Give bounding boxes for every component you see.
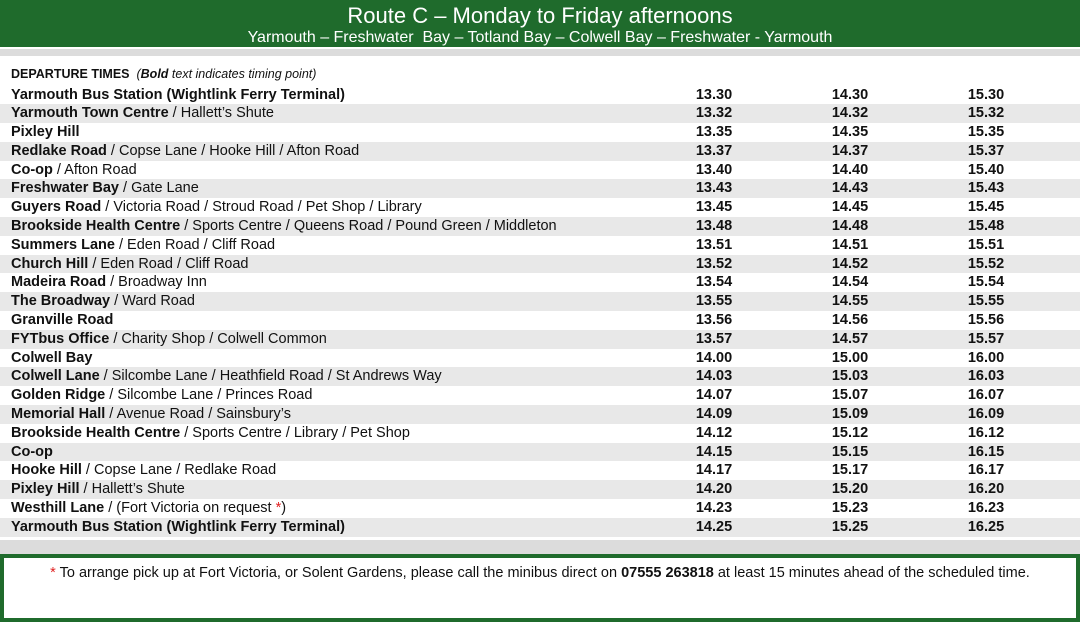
- departure-time-1: 14.17: [695, 462, 733, 479]
- departure-time-2: 15.03: [831, 368, 869, 385]
- departure-time-3: 16.00: [967, 349, 1005, 366]
- departure-time-3: 16.07: [967, 387, 1005, 404]
- stop-timing-point: Church Hill: [11, 255, 89, 272]
- stop-name: [11, 499, 286, 518]
- departure-time-3: 15.55: [967, 293, 1005, 310]
- stop-timing-point: Colwell Bay: [11, 349, 93, 366]
- departure-times-label: DEPARTURE TIMES: [11, 67, 130, 81]
- stop-timing-point: Golden Ridge: [11, 387, 106, 404]
- departure-time-1: 14.00: [695, 349, 733, 366]
- departure-time-2: 14.57: [831, 330, 869, 347]
- stop-name: [11, 386, 312, 405]
- table-row: [0, 255, 1080, 274]
- stop-alternates: / Hallett’s Shute: [79, 481, 185, 498]
- note-bold-word: Bold: [140, 67, 169, 81]
- table-row: [0, 236, 1080, 255]
- departure-time-2: 15.25: [831, 518, 869, 535]
- departure-time-2: 15.20: [831, 481, 869, 498]
- departure-time-3: 15.35: [967, 124, 1005, 141]
- departure-time-2: 14.51: [831, 236, 869, 253]
- pickup-note: [0, 554, 1080, 622]
- stop-name: [11, 161, 137, 180]
- stop-alternates: / Victoria Road / Stroud Road / Pet Shop / Library: [101, 199, 422, 216]
- stop-name: [11, 480, 185, 499]
- stop-alternates: / Afton Road: [52, 161, 137, 178]
- stop-name: [11, 330, 327, 349]
- asterisk-marker: *: [50, 565, 56, 581]
- departure-time-3: 15.54: [967, 274, 1005, 291]
- table-row: [0, 518, 1080, 537]
- departure-time-2: 14.32: [831, 105, 869, 122]
- departure-time-1: 14.07: [695, 387, 733, 404]
- departure-time-3: 16.25: [967, 518, 1005, 535]
- departure-time-2: 14.52: [831, 255, 869, 272]
- table-row: [0, 349, 1080, 368]
- stop-timing-point: Co-op: [11, 161, 53, 178]
- stop-alternates: / Eden Road / Cliff Road: [88, 255, 249, 272]
- stop-name: [11, 518, 345, 537]
- table-row: [0, 461, 1080, 480]
- stop-alternates: / Silcombe Lane / Heathfield Road / St Andrews Way: [99, 368, 442, 385]
- stop-alternates: / Hallett’s Shute: [168, 105, 274, 122]
- departure-time-2: 14.56: [831, 312, 869, 329]
- departure-time-1: 13.56: [695, 312, 733, 329]
- departure-time-1: 13.54: [695, 274, 733, 291]
- departure-time-3: 16.20: [967, 481, 1005, 498]
- table-row: [0, 499, 1080, 518]
- departure-time-2: 14.43: [831, 180, 869, 197]
- departure-time-2: 15.00: [831, 349, 869, 366]
- stop-alternates: / Sports Centre / Library / Pet Shop: [180, 424, 410, 441]
- departure-time-3: 15.30: [967, 86, 1005, 103]
- stop-alternates: / Sports Centre / Queens Road / Pound Green / Middleton: [180, 218, 557, 235]
- stop-timing-point: Hooke Hill: [11, 462, 82, 479]
- stop-name: [11, 292, 195, 311]
- departure-time-3: 16.15: [967, 443, 1005, 460]
- departure-time-3: 15.40: [967, 161, 1005, 178]
- departure-time-1: 14.09: [695, 406, 733, 423]
- stop-alternates: / (Fort Victoria on request: [104, 500, 276, 517]
- departure-time-2: 15.09: [831, 406, 869, 423]
- stop-timing-point: Westhill Lane: [11, 500, 105, 517]
- departure-time-1: 13.45: [695, 199, 733, 216]
- departure-time-1: 13.32: [695, 105, 733, 122]
- stop-name: [11, 461, 276, 480]
- departure-time-3: 16.09: [967, 406, 1005, 423]
- stop-timing-point: Freshwater Bay: [11, 180, 119, 197]
- departure-time-1: 13.40: [695, 161, 733, 178]
- departure-time-2: 14.54: [831, 274, 869, 291]
- stop-name: [11, 443, 53, 462]
- table-row: [0, 367, 1080, 386]
- departure-time-1: 13.51: [695, 236, 733, 253]
- table-row: [0, 443, 1080, 462]
- departure-time-2: 15.12: [831, 424, 869, 441]
- stop-timing-point: Pixley Hill: [11, 481, 80, 498]
- stop-timing-point: Guyers Road: [11, 199, 102, 216]
- route-header: [0, 0, 1080, 47]
- pickup-note-text-end: at least 15 minutes ahead of the scheduled time.: [713, 565, 1030, 581]
- table-row: [0, 104, 1080, 123]
- stop-alternates: / Copse Lane / Redlake Road: [81, 462, 277, 479]
- stop-alternates-close: ): [281, 500, 287, 517]
- departure-time-1: 13.57: [695, 330, 733, 347]
- pickup-note-text: To arrange pick up at Fort Victoria, or Solent Gardens, please call the minibus direct on: [55, 565, 622, 581]
- departure-time-3: 15.45: [967, 199, 1005, 216]
- note-open: (: [136, 67, 141, 81]
- departure-time-1: 13.35: [695, 124, 733, 141]
- table-row: [0, 480, 1080, 499]
- table-row: [0, 424, 1080, 443]
- departure-time-1: 14.12: [695, 424, 733, 441]
- departure-time-2: 14.55: [831, 293, 869, 310]
- departure-time-1: 13.55: [695, 293, 733, 310]
- table-row: [0, 405, 1080, 424]
- departure-time-1: 14.23: [695, 500, 733, 517]
- bottom-divider-strip: [0, 540, 1080, 554]
- stop-timing-point: Redlake Road: [11, 142, 107, 159]
- stop-alternates: / Copse Lane / Hooke Hill / Afton Road: [106, 142, 360, 159]
- table-row: [0, 217, 1080, 236]
- departure-time-2: 14.35: [831, 124, 869, 141]
- timetable-heading: [11, 66, 316, 82]
- minibus-phone-number: 07555 263818: [621, 565, 714, 581]
- table-row: [0, 123, 1080, 142]
- route-title: Route C – Monday to Friday afternoons: [347, 3, 733, 28]
- departure-time-2: 14.37: [831, 142, 869, 159]
- stop-name: [11, 273, 207, 292]
- departure-time-3: 15.43: [967, 180, 1005, 197]
- table-row: [0, 273, 1080, 292]
- stop-timing-point: Yarmouth Bus Station (Wightlink Ferry Terminal): [11, 518, 345, 535]
- departure-time-3: 16.23: [967, 500, 1005, 517]
- stop-alternates: / Charity Shop / Colwell Common: [109, 330, 327, 347]
- stop-timing-point: Yarmouth Bus Station (Wightlink Ferry Terminal): [11, 86, 345, 103]
- stop-name: [11, 104, 274, 123]
- departure-time-3: 15.56: [967, 312, 1005, 329]
- departure-time-1: 13.37: [695, 142, 733, 159]
- stop-timing-point: Summers Lane: [11, 236, 115, 253]
- stop-timing-point: Granville Road: [11, 312, 114, 329]
- departure-time-2: 14.45: [831, 199, 869, 216]
- request-asterisk: *: [275, 500, 282, 517]
- timetable-rows: [0, 86, 1080, 537]
- departure-time-3: 15.52: [967, 255, 1005, 272]
- departure-time-1: 14.20: [695, 481, 733, 498]
- stop-name: [11, 349, 92, 368]
- stop-timing-point: Madeira Road: [11, 274, 107, 291]
- table-row: [0, 86, 1080, 105]
- stop-name: [11, 217, 557, 236]
- stop-timing-point: FYTbus Office: [11, 330, 110, 347]
- departure-time-2: 15.17: [831, 462, 869, 479]
- stop-alternates: / Avenue Road / Sainsbury’s: [105, 406, 291, 423]
- departure-time-2: 14.40: [831, 161, 869, 178]
- stop-name: [11, 179, 199, 198]
- departure-time-2: 15.15: [831, 443, 869, 460]
- stop-name: [11, 86, 345, 105]
- departure-time-1: 13.48: [695, 218, 733, 235]
- departure-time-2: 14.48: [831, 218, 869, 235]
- stop-name: [11, 311, 113, 330]
- table-row: [0, 179, 1080, 198]
- stop-timing-point: Co-op: [11, 443, 53, 460]
- stop-name: [11, 405, 291, 424]
- departure-time-2: 14.30: [831, 86, 869, 103]
- table-row: [0, 198, 1080, 217]
- table-row: [0, 292, 1080, 311]
- departure-time-1: 14.03: [695, 368, 733, 385]
- stop-timing-point: Brookside Health Centre: [11, 424, 181, 441]
- stop-timing-point: Colwell Lane: [11, 368, 100, 385]
- stop-timing-point: The Broadway: [11, 293, 111, 310]
- note-text: text indicates timing point): [168, 67, 317, 81]
- departure-time-3: 15.48: [967, 218, 1005, 235]
- stop-name: [11, 198, 422, 217]
- departure-time-3: 15.32: [967, 105, 1005, 122]
- table-row: [0, 161, 1080, 180]
- departure-time-3: 16.03: [967, 368, 1005, 385]
- stop-timing-point: Pixley Hill: [11, 124, 80, 141]
- stop-alternates: / Broadway Inn: [106, 274, 207, 291]
- departure-time-1: 13.30: [695, 86, 733, 103]
- table-row: [0, 311, 1080, 330]
- table-row: [0, 330, 1080, 349]
- departure-time-1: 13.52: [695, 255, 733, 272]
- stop-name: [11, 424, 410, 443]
- stop-alternates: / Ward Road: [110, 293, 195, 310]
- departure-time-1: 13.43: [695, 180, 733, 197]
- departure-time-3: 15.51: [967, 236, 1005, 253]
- stop-timing-point: Brookside Health Centre: [11, 218, 181, 235]
- stop-name: [11, 123, 80, 142]
- stop-name: [11, 236, 275, 255]
- table-row: [0, 142, 1080, 161]
- departure-time-1: 14.25: [695, 518, 733, 535]
- route-subtitle: Yarmouth – Freshwater Bay – Totland Bay – Colwell Bay – Freshwater - Yarmouth: [247, 29, 833, 46]
- stop-alternates: / Gate Lane: [119, 180, 199, 197]
- stop-alternates: / Eden Road / Cliff Road: [114, 236, 276, 253]
- top-divider-strip: [0, 49, 1080, 56]
- departure-time-3: 15.57: [967, 330, 1005, 347]
- departure-time-2: 15.23: [831, 500, 869, 517]
- departure-time-3: 15.37: [967, 142, 1005, 159]
- table-row: [0, 386, 1080, 405]
- departure-time-3: 16.12: [967, 424, 1005, 441]
- departure-time-2: 15.07: [831, 387, 869, 404]
- departure-time-1: 14.15: [695, 443, 733, 460]
- stop-name: [11, 142, 359, 161]
- stop-name: [11, 255, 248, 274]
- stop-alternates: / Silcombe Lane / Princes Road: [105, 387, 313, 404]
- stop-timing-point: Yarmouth Town Centre: [11, 105, 169, 122]
- stop-name: [11, 367, 442, 386]
- departure-time-3: 16.17: [967, 462, 1005, 479]
- stop-timing-point: Memorial Hall: [11, 406, 106, 423]
